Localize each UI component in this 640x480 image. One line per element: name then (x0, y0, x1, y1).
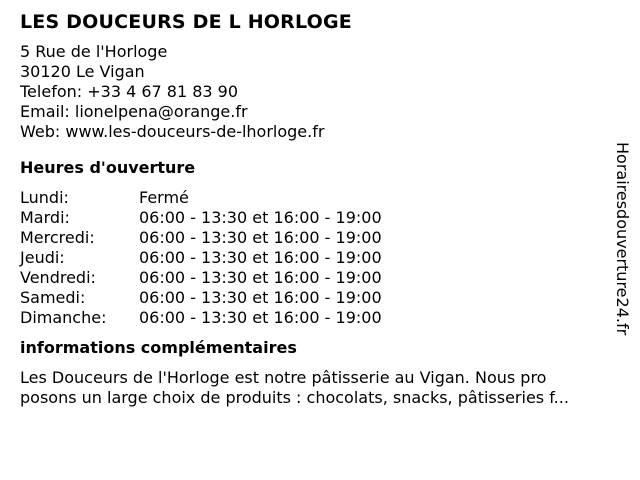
business-card (20, 10, 620, 408)
time-value: 06:00 - 13:30 et 16:00 - 19:00 (139, 208, 382, 227)
shop-name: LES DOUCEURS DE L HORLOGE (20, 11, 352, 33)
day-label: Vendredi: (20, 268, 96, 287)
additional-info-title: informations complémentaires (20, 338, 297, 357)
day-label: Dimanche: (20, 308, 107, 327)
time-value: Fermé (139, 188, 189, 207)
time-value: 06:00 - 13:30 et 16:00 - 19:00 (139, 288, 382, 307)
address-block (20, 42, 620, 142)
hours-row-monday (20, 188, 620, 208)
time-value: 06:00 - 13:30 et 16:00 - 19:00 (139, 268, 382, 287)
day-label: Mercredi: (20, 228, 95, 247)
time-value: 06:00 - 13:30 et 16:00 - 19:00 (139, 228, 382, 247)
hours-row-friday (20, 268, 620, 288)
hours-row-tuesday (20, 208, 620, 228)
email-line: Email: lionelpena@orange.fr (20, 102, 248, 121)
opening-hours-table (20, 188, 620, 328)
day-label: Mardi: (20, 208, 70, 227)
opening-hours-title: Heures d'ouverture (20, 158, 196, 177)
hours-row-wednesday (20, 228, 620, 248)
phone-line: Telefon: +33 4 67 81 83 90 (20, 82, 239, 101)
postal-city: 30120 Le Vigan (20, 62, 145, 81)
description-line: Les Douceurs de l'Horloge est notre pâtisserie au Vigan. Nous pro (20, 368, 547, 387)
hours-row-sunday (20, 308, 620, 328)
hours-row-saturday (20, 288, 620, 308)
shop-description (20, 368, 620, 408)
watermark-vertical (612, 134, 632, 344)
watermark-text: Horairesdouverture24.fr (613, 142, 632, 336)
day-label: Lundi: (20, 188, 69, 207)
time-value: 06:00 - 13:30 et 16:00 - 19:00 (139, 308, 382, 327)
hours-row-thursday (20, 248, 620, 268)
day-label: Samedi: (20, 288, 86, 307)
time-value: 06:00 - 13:30 et 16:00 - 19:00 (139, 248, 382, 267)
street-address: 5 Rue de l'Horloge (20, 42, 168, 61)
web-line: Web: www.les-douceurs-de-lhorloge.fr (20, 122, 325, 141)
day-label: Jeudi: (20, 248, 65, 267)
description-line: posons un large choix de produits : chocolats, snacks, pâtisseries f... (20, 388, 569, 407)
